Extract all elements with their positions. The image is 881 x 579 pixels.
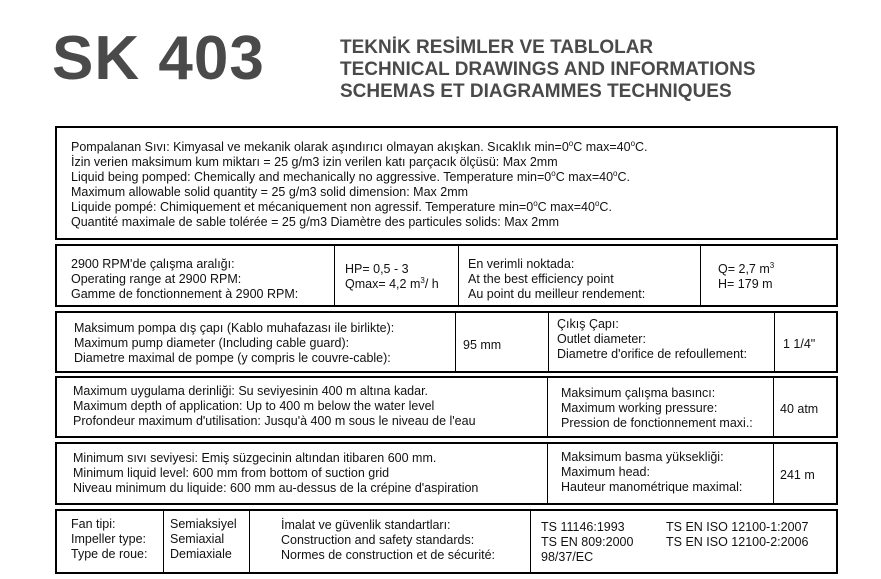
divider xyxy=(774,313,775,371)
impeller-labels xyxy=(71,517,147,562)
standard-ts-11146: TS 11146:1993 xyxy=(541,520,625,534)
liquid-en-line1: Liquid being pomped: Chemically and mechanically no aggressive. Temperature $\min=0^oC$ $\max=40^oC$. xyxy=(71,168,630,184)
divider xyxy=(547,444,548,503)
level-en: Minimum liquid level: 600 mm from bottom of suction grid xyxy=(73,466,390,480)
hp-value: HP= 0,5 - 3 xyxy=(345,262,409,276)
impeller-label-fr: Type de roue: xyxy=(71,547,148,561)
standards-label-fr: Normes de construction et de sécurité: xyxy=(281,548,495,562)
flow-value: Q= 2,7 $m^3$ xyxy=(718,260,775,276)
liquid-tr-line1: Pompalanan Sıvı: Kimyasal ve mekanik olarak aşındırıcı olmayan akışkan. Sıcaklık $\min=0^oC$ $\max=40^oC$. xyxy=(71,138,648,154)
pump-diameter-value: 95 mm xyxy=(463,338,502,352)
pump-diameter-en: Maximum pump diameter (Including cable guard): xyxy=(74,336,350,350)
head-label-en: Maximum head: xyxy=(561,465,650,479)
impeller-value-tr: Semiaksiyel xyxy=(170,517,237,531)
outlet-labels xyxy=(557,317,747,362)
divider xyxy=(458,246,459,305)
model-title: SK 403 xyxy=(52,24,265,93)
impeller-label-tr: Fan tipi: xyxy=(71,517,116,531)
liquid-en-line2: Maximum allowable solid quantity = 25 g/m3 solid dimension: Max 2mm xyxy=(71,185,469,199)
efficiency-label-tr: En verimli noktada: xyxy=(468,257,575,271)
standards-list-right xyxy=(666,520,808,550)
impeller-value-fr: Demiaxiale xyxy=(170,547,232,561)
outlet-label-tr: Çıkış Çapı: xyxy=(557,317,619,331)
outlet-label-fr: Diametre d'orifice de refoullement: xyxy=(557,347,747,361)
subtitle-french: SCHEMAS ET DIAGRAMMES TECHNIQUES xyxy=(340,81,732,102)
depth-tr: Maximum uygulama derinliği: Su seviyesinin 400 m altına kadar. xyxy=(73,384,429,398)
pressure-label-fr: Pression de fonctionnement maxi.: xyxy=(561,416,753,430)
pump-diameter-tr: Maksimum pompa dış çapı (Kablo muhafazası ile birlikte): xyxy=(74,321,395,335)
standards-list-left xyxy=(541,520,633,565)
pressure-label-tr: Maksimum çalışma basıncı: xyxy=(561,386,716,400)
range-label-en: Operating range at 2900 RPM: xyxy=(71,272,242,286)
divider xyxy=(773,444,774,503)
efficiency-values xyxy=(718,262,774,292)
operating-range-labels xyxy=(71,257,298,302)
liquid-tr-line2: İzin verien maksimum kum miktarı = 25 g/m3 izin verilen katı parçacık ölçüsü: Max 2mm xyxy=(71,155,558,169)
operating-range-values xyxy=(345,262,439,292)
liquid-fr-line2: Quantité maximale de sable tolérée = 25 g/m3 Diamètre des particules solids: Max 2mm xyxy=(71,215,560,229)
outlet-label-en: Outlet diameter: xyxy=(557,332,646,346)
head-value: 241 m xyxy=(780,468,815,482)
standards-label-tr: İmalat ve güvenlik standartları: xyxy=(281,518,451,532)
liquid-fr-line1: Liquide pompé: Chimiquement et mécaniquement non agressif. Temperature $\min=0^oC$ $\max=40^oC$. xyxy=(71,198,612,214)
pump-diameter-fr: Diametre maximal de pompe (y compris le couvre-cable): xyxy=(74,351,391,365)
efficiency-label-en: At the best efficiency point xyxy=(468,272,614,286)
range-label-fr: Gamme de fonctionnement à 2900 RPM: xyxy=(71,287,299,301)
level-labels xyxy=(73,451,478,496)
divider xyxy=(548,313,549,371)
range-label-tr: 2900 RPM'de çalışma aralığı: xyxy=(71,257,235,271)
liquid-info-text xyxy=(71,140,648,230)
qmax-value: Qmax= 4,2 $m^3/$ h xyxy=(345,275,439,291)
depth-en: Maximum depth of application: Up to 400 m below the water level xyxy=(73,399,435,413)
divider xyxy=(334,246,335,305)
head-label-tr: Maksimum basma yüksekliği: xyxy=(561,450,724,464)
divider xyxy=(700,246,701,305)
standards-label-en: Construction and safety standards: xyxy=(281,533,475,547)
pressure-label-en: Maximum working pressure: xyxy=(561,401,718,415)
efficiency-labels xyxy=(468,257,645,302)
head-labels xyxy=(561,450,742,495)
pressure-labels xyxy=(561,386,753,431)
divider xyxy=(249,511,250,572)
divider xyxy=(773,378,774,436)
head-label-fr: Hauteur manométrique maximal: xyxy=(561,480,743,494)
subtitle-english: TECHNICAL DRAWINGS AND INFORMATIONS xyxy=(340,59,756,80)
head-at-efficiency: H= 179 m xyxy=(718,277,773,291)
depth-fr: Profondeur maximum d'utilisation: Jusqu'à 400 m sous le niveau de l'eau xyxy=(73,414,476,428)
outlet-value: 1 1/4" xyxy=(783,337,816,351)
impeller-value-en: Semiaxial xyxy=(170,532,225,546)
header-subtitles xyxy=(340,37,756,103)
divider xyxy=(547,378,548,436)
standards-labels xyxy=(281,518,495,563)
pump-diameter-labels xyxy=(74,321,394,366)
level-fr: Niveau minimum du liquide: 600 mm au-dessus de la crépine d'aspiration xyxy=(73,481,479,495)
depth-labels xyxy=(73,384,476,429)
standard-iso-12100-1: TS EN ISO 12100-1:2007 xyxy=(666,520,809,534)
impeller-label-en: Impeller type: xyxy=(71,532,147,546)
level-tr: Minimum sıvı seviyesi: Emiş süzgecinin altından itibaren 600 mm. xyxy=(73,451,437,465)
pressure-value: 40 atm xyxy=(780,402,819,416)
efficiency-label-fr: Au point du meilleur rendement: xyxy=(468,287,646,301)
impeller-values xyxy=(170,517,237,562)
standard-iso-12100-2: TS EN ISO 12100-2:2006 xyxy=(666,535,809,549)
divider xyxy=(530,511,531,572)
divider xyxy=(455,313,456,371)
standard-98-37-ec: 98/37/EC xyxy=(541,550,594,564)
standard-ts-en-809: TS EN 809:2000 xyxy=(541,535,634,549)
divider xyxy=(163,511,164,572)
subtitle-turkish: TEKNİK RESİMLER VE TABLOLAR xyxy=(340,37,654,58)
